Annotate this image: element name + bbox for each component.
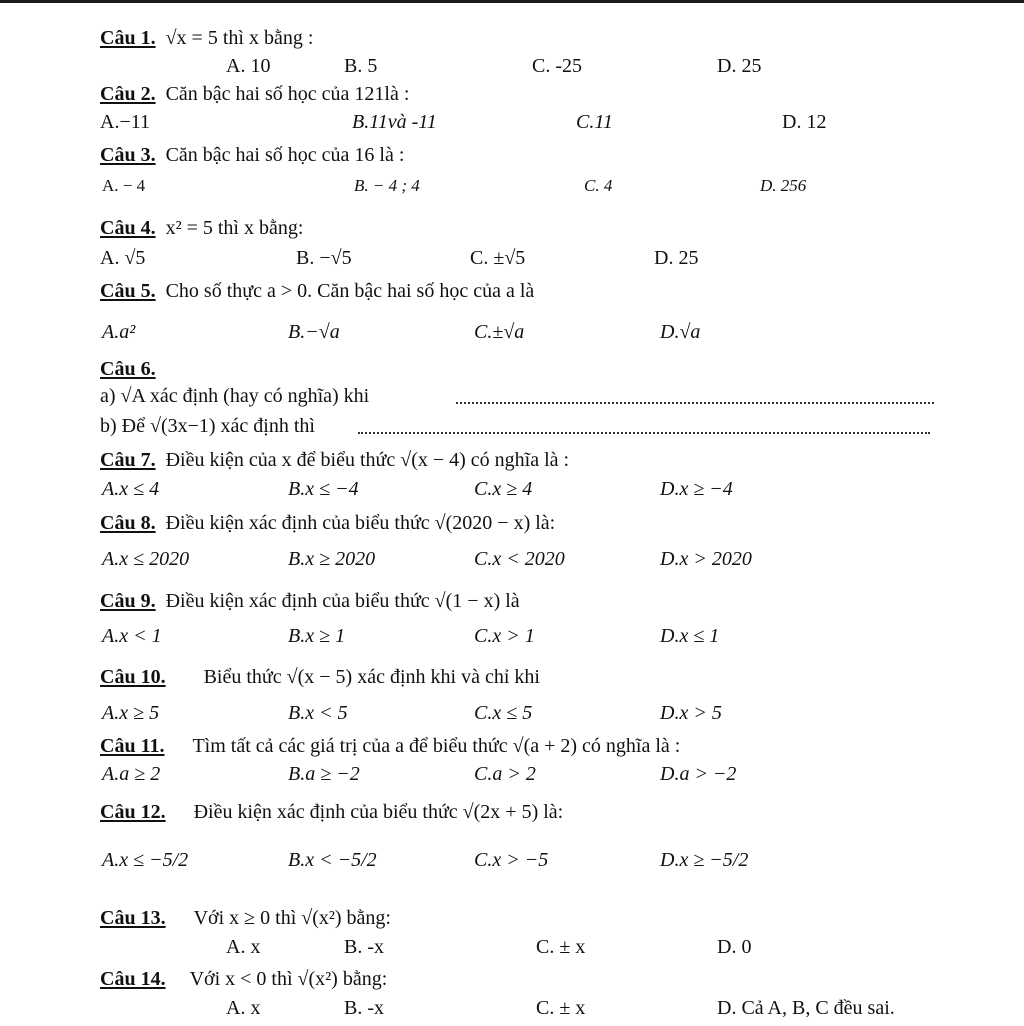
option-c[interactable]: C.x > −5 (474, 849, 549, 871)
option-c[interactable]: C. 4 (584, 176, 613, 195)
option-d[interactable]: D.x > 2020 (660, 548, 752, 570)
option-a[interactable]: A.x ≤ 2020 (102, 548, 190, 570)
option-c[interactable]: C.x ≤ 5 (474, 702, 533, 724)
option-d[interactable]: D. 12 (782, 111, 827, 133)
question-12 (100, 800, 563, 824)
option-c[interactable]: C. ± x (536, 997, 586, 1019)
option-a[interactable]: A. √5 (100, 247, 146, 269)
option-c[interactable]: C.x > 1 (474, 625, 535, 647)
question-stem: Với x ≥ 0 thì √(x²) bằng: (193, 907, 391, 929)
option-c[interactable]: C.11 (576, 111, 613, 133)
question-stem: Điều kiện xác định của biểu thức √(2020 − x) là: (165, 512, 556, 534)
question-13 (100, 906, 391, 930)
question-7 (100, 448, 569, 472)
option-c[interactable]: C.x ≥ 4 (474, 478, 533, 500)
question-14 (100, 967, 387, 991)
question-label: Câu 2. (100, 83, 156, 105)
question-4 (100, 216, 303, 240)
option-a[interactable]: A. − 4 (102, 176, 146, 195)
option-c[interactable]: C. -25 (532, 55, 582, 77)
question-6 (100, 357, 156, 381)
option-a[interactable]: A. 10 (226, 55, 271, 77)
option-a[interactable]: A.x ≤ −5/2 (102, 849, 189, 871)
part-a-text: a) √A xác định (hay có nghĩa) khi (100, 385, 370, 407)
question-label: Câu 1. (100, 27, 156, 49)
option-b[interactable]: B. -x (344, 997, 384, 1019)
option-b[interactable]: B.11và -11 (352, 111, 437, 133)
question-3 (100, 143, 404, 167)
question-label: Câu 12. (100, 801, 166, 823)
question-9 (100, 589, 520, 613)
option-c[interactable]: C.±√a (474, 321, 525, 343)
question-11 (100, 734, 680, 758)
question-5 (100, 279, 534, 303)
option-d[interactable]: D.x > 5 (660, 702, 722, 724)
question-label: Câu 5. (100, 280, 156, 302)
option-a[interactable]: A.x ≤ 4 (102, 478, 160, 500)
question-stem: Cho số thực a > 0. Căn bậc hai số học của a là (165, 280, 535, 302)
option-c[interactable]: C.x < 2020 (474, 548, 565, 570)
option-a[interactable]: A.x < 1 (102, 625, 162, 647)
answer-line-b[interactable] (358, 432, 930, 434)
option-d[interactable]: D. 0 (717, 936, 752, 958)
option-d[interactable]: D.x ≥ −5/2 (660, 849, 749, 871)
option-b[interactable]: B.x ≥ 1 (288, 625, 346, 647)
question-label: Câu 11. (100, 735, 165, 757)
option-b[interactable]: B.x ≤ −4 (288, 478, 359, 500)
option-c[interactable]: C. ±√5 (470, 247, 526, 269)
option-a[interactable]: A.a ≥ 2 (102, 763, 161, 785)
question-stem: Điều kiện xác định của biểu thức √(1 − x) là (165, 590, 520, 612)
question-stem: Biểu thức √(x − 5) xác định khi và chỉ khi (203, 666, 540, 688)
option-c[interactable]: C. ± x (536, 936, 586, 958)
option-b[interactable]: B.x ≥ 2020 (288, 548, 376, 570)
option-d[interactable]: D. 256 (760, 176, 807, 195)
question-2 (100, 82, 409, 106)
question-1 (100, 26, 313, 50)
question-label: Câu 8. (100, 512, 156, 534)
option-b[interactable]: B. −√5 (296, 247, 352, 269)
question-label: Câu 3. (100, 144, 156, 166)
question-stem: Tìm tất cả các giá trị của a để biểu thức √(a + 2) có nghĩa là : (192, 735, 681, 757)
option-d[interactable]: D.x ≥ −4 (660, 478, 733, 500)
question-stem: Điều kiện xác định của biểu thức √(2x + 5) là: (193, 801, 564, 823)
option-a[interactable]: A.a² (102, 321, 136, 343)
option-a[interactable]: A. x (226, 936, 261, 958)
question-8 (100, 511, 555, 535)
option-a[interactable]: A. x (226, 997, 261, 1019)
question-stem: Căn bậc hai số học của 16 là : (165, 144, 405, 166)
option-b[interactable]: B. − 4 ; 4 (354, 176, 420, 195)
question-10 (100, 665, 540, 689)
option-d[interactable]: D. 25 (717, 55, 762, 77)
option-c[interactable]: C.a > 2 (474, 763, 536, 785)
option-d[interactable]: D. Cả A, B, C đều sai. (717, 997, 895, 1019)
question-label: Câu 7. (100, 449, 156, 471)
option-d[interactable]: D.√a (660, 321, 701, 343)
option-a[interactable]: A.−11 (100, 111, 150, 133)
question-label: Câu 13. (100, 907, 166, 929)
question-label: Câu 6. (100, 358, 156, 380)
part-b-text: b) Để √(3x−1) xác định thì (100, 415, 315, 437)
question-stem: Căn bậc hai số học của 121là : (165, 83, 410, 105)
option-d[interactable]: D.x ≤ 1 (660, 625, 720, 647)
option-d[interactable]: D.a > −2 (660, 763, 737, 785)
option-b[interactable]: B.−√a (288, 321, 340, 343)
question-label: Câu 10. (100, 666, 166, 688)
question-stem: Điều kiện của x để biểu thức √(x − 4) có nghĩa là : (165, 449, 570, 471)
question-stem: √x = 5 thì x bằng : (165, 27, 314, 49)
option-b[interactable]: B. 5 (344, 55, 378, 77)
question-stem: Với x < 0 thì √(x²) bằng: (189, 968, 388, 990)
question-stem: x² = 5 thì x bằng: (165, 217, 304, 239)
option-b[interactable]: B.a ≥ −2 (288, 763, 360, 785)
option-b[interactable]: B. -x (344, 936, 384, 958)
question-label: Câu 9. (100, 590, 156, 612)
question-label: Câu 14. (100, 968, 166, 990)
question-label: Câu 4. (100, 217, 156, 239)
option-b[interactable]: B.x < −5/2 (288, 849, 377, 871)
option-b[interactable]: B.x < 5 (288, 702, 348, 724)
option-d[interactable]: D. 25 (654, 247, 699, 269)
option-a[interactable]: A.x ≥ 5 (102, 702, 160, 724)
answer-line-a[interactable] (456, 402, 934, 404)
